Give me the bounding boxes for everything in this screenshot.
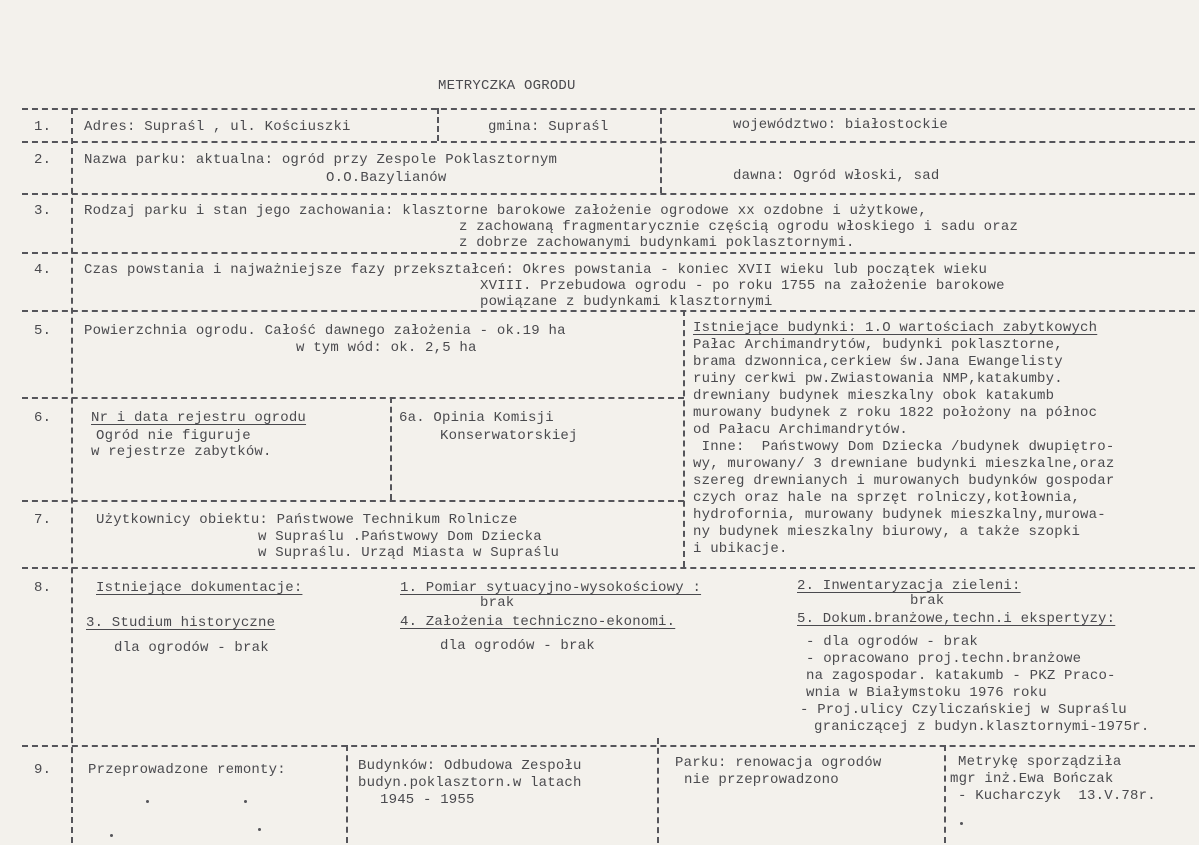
row-number: 5. — [34, 323, 52, 339]
documentation-detail: - opracowano proj.techn.branżowe — [806, 651, 1082, 667]
column-divider — [71, 108, 73, 843]
buildings-line: i ubikacje. — [693, 541, 788, 557]
history-line: XVIII. Przebudowa ogrodu - po roku 1755 na założenie barokowe — [480, 278, 1005, 294]
buildings-line: Pałac Archimandrytów, budynki poklasztorne, — [693, 337, 1063, 353]
divider — [22, 108, 1195, 110]
park-type-line: z zachowaną fragmentarycznie częścią ogrodu włoskiego i sadu oraz — [459, 219, 1019, 235]
ink-dot — [146, 800, 149, 803]
divider — [22, 500, 684, 502]
renovations-label: Przeprowadzone remonty: — [88, 762, 286, 778]
author-line: mgr inż.Ewa Bończak — [950, 771, 1114, 787]
ink-dot — [258, 828, 261, 831]
documentation-item: 3. Studium historyczne — [86, 615, 276, 631]
users-line: w Supraślu .Państwowy Dom Dziecka — [258, 529, 542, 545]
documentation-detail: wnia w Białymstoku 1976 roku — [806, 685, 1047, 701]
buildings-line: ruiny cerkwi pw.Zwiastowania NMP,katakumby. — [693, 371, 1063, 387]
commission-opinion-line: Konserwatorskiej — [440, 428, 578, 444]
row-number: 3. — [34, 203, 52, 219]
column-divider — [346, 745, 348, 843]
register-heading: Nr i data rejestru ogrodu — [91, 410, 307, 426]
documentation-item: 2. Inwentaryzacja zieleni: — [797, 578, 1021, 594]
buildings-line: murowany budynek z roku 1822 położony na północ — [693, 405, 1098, 421]
column-divider — [683, 310, 685, 567]
area-line: Powierzchnia ogrodu. Całość dawnego założenia - ok.19 ha — [84, 323, 566, 339]
users-line: w Supraślu. Urząd Miasta w Supraślu — [258, 545, 560, 561]
ink-dot — [110, 834, 113, 837]
documentation-detail: na zagospodar. katakumb - PKZ Praco- — [806, 668, 1116, 684]
divider — [22, 310, 1195, 312]
column-divider — [437, 108, 439, 141]
users-line: Użytkownicy obiektu: Państwowe Technikum Rolnicze — [96, 512, 518, 528]
buildings-line: szereg drewnianych i murowanych budynków gospodar — [693, 473, 1115, 489]
buildings-line: od Pałacu Archimandrytów. — [693, 422, 909, 438]
row-number: 2. — [34, 152, 52, 168]
ink-dot — [960, 822, 963, 825]
buildings-renovation: 1945 - 1955 — [380, 792, 475, 808]
buildings-line: Inne: Państwowy Dom Dziecka /budynek dwupiętro- — [693, 439, 1115, 455]
divider — [22, 252, 1195, 254]
history-line: powiązane z budynkami klasztornymi — [480, 294, 773, 310]
documentation-value: brak — [480, 595, 515, 611]
register-line: Ogród nie figuruje — [96, 428, 251, 444]
column-divider — [657, 738, 659, 843]
page-title: METRYCZKA OGRODU — [438, 78, 576, 94]
documentation-detail: graniczącej z budyn.klasztornymi-1975r. — [814, 719, 1150, 735]
buildings-renovation: Budynków: Odbudowa Zespołu — [358, 758, 582, 774]
row-number: 6. — [34, 410, 52, 426]
gmina-field: gmina: Supraśl — [488, 119, 609, 135]
divider — [22, 397, 684, 399]
voivodeship-field: województwo: białostockie — [733, 117, 949, 133]
documentation-value: dla ogrodów - brak — [114, 640, 269, 656]
row-number: 1. — [34, 119, 52, 135]
address-field: Adres: Supraśl , ul. Kościuszki — [84, 119, 351, 135]
divider — [22, 745, 1195, 747]
divider — [22, 567, 1195, 569]
buildings-line: czych oraz hale na sprzęt rolniczy,kotłownia, — [693, 490, 1081, 506]
park-type-line: z dobrze zachowanymi budynkami poklasztornymi. — [459, 235, 855, 251]
buildings-line: drewniany budynek mieszkalny obok katakumb — [693, 388, 1055, 404]
documentation-item: 1. Pomiar sytuacyjno-wysokościowy : — [400, 580, 702, 596]
column-divider — [944, 745, 946, 843]
park-renovation: nie przeprowadzono — [684, 772, 839, 788]
park-name-current-cont: O.O.Bazylianów — [326, 170, 447, 186]
park-name-former: dawna: Ogród włoski, sad — [733, 168, 940, 184]
buildings-line: wy, murowany/ 3 drewniane budynki mieszkalne,oraz — [693, 456, 1115, 472]
commission-opinion-heading: 6a. Opinia Komisji — [399, 410, 554, 426]
documentation-item: 4. Założenia techniczno-ekonomi. — [400, 614, 676, 630]
author-line: - Kucharczyk 13.V.78r. — [958, 788, 1156, 804]
documentation-detail: - dla ogrodów - brak — [806, 634, 979, 650]
column-divider — [390, 397, 392, 500]
divider — [22, 141, 1195, 143]
buildings-line: brama dzwonnica,cerkiew św.Jana Ewangelisty — [693, 354, 1063, 370]
register-line: w rejestrze zabytków. — [91, 444, 272, 460]
divider — [22, 193, 1195, 195]
buildings-line: Istniejące budynki: 1.O wartościach zabytkowych — [693, 320, 1098, 336]
documentation-value: brak — [910, 593, 945, 609]
area-line: w tym wód: ok. 2,5 ha — [296, 340, 477, 356]
author-line: Metrykę sporządziła — [958, 754, 1122, 770]
documentation-item: 5. Dokum.branżowe,techn.i ekspertyzy: — [797, 611, 1116, 627]
ink-dot — [244, 800, 247, 803]
row-number: 7. — [34, 512, 52, 528]
documentation-value: dla ogrodów - brak — [440, 638, 595, 654]
history-line: Czas powstania i najważniejsze fazy przekształceń: Okres powstania - koniec XVII wieku lub początek wieku — [84, 262, 988, 278]
row-number: 9. — [34, 762, 52, 778]
park-type-line: Rodzaj parku i stan jego zachowania: klasztorne barokowe założenie ogrodowe xx ozdobne i użytkowe, — [84, 203, 927, 219]
park-name-current: Nazwa parku: aktualna: ogród przy Zespole Poklasztornym — [84, 152, 558, 168]
documentation-detail: - Proj.ulicy Czyliczańskiej w Supraślu — [800, 702, 1127, 718]
park-renovation: Parku: renowacja ogrodów — [675, 755, 882, 771]
column-divider — [660, 108, 662, 193]
row-number: 4. — [34, 262, 52, 278]
buildings-line: ny budynek mieszkalny biurowy, a także szopki — [693, 524, 1081, 540]
documentation-heading: Istniejące dokumentacje: — [96, 580, 303, 596]
buildings-renovation: budyn.poklasztorn.w latach — [358, 775, 582, 791]
buildings-line: hydrofornia, murowany budynek mieszkalny,murowa- — [693, 507, 1106, 523]
row-number: 8. — [34, 580, 52, 596]
